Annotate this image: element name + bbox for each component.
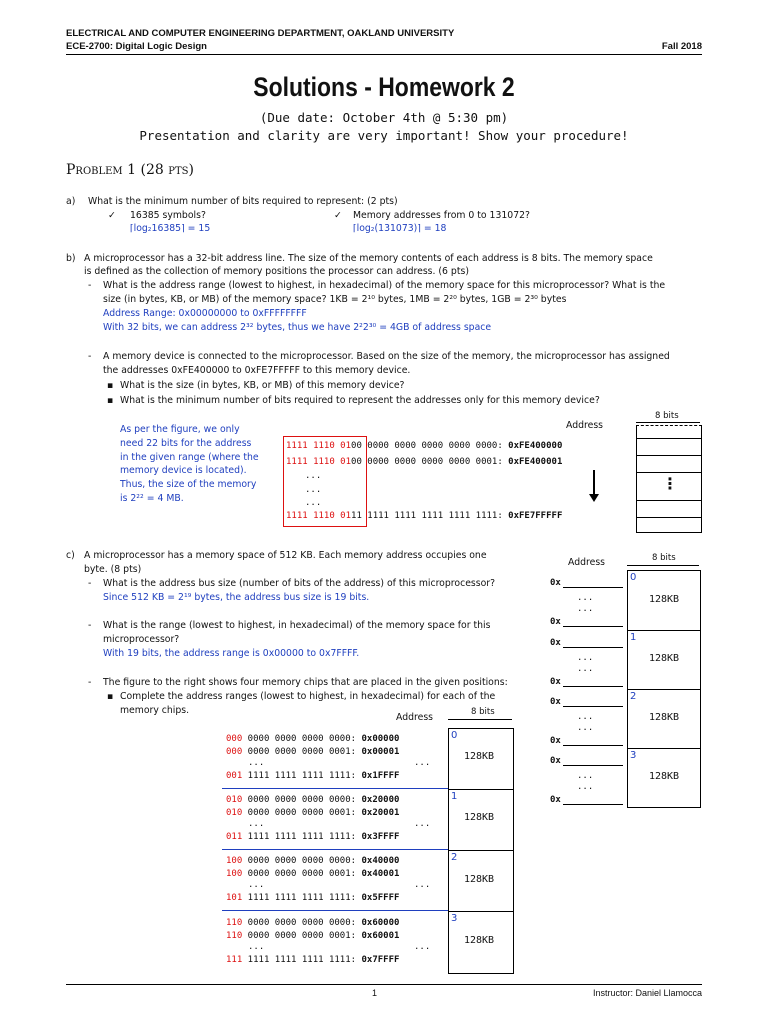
bits-label: 8 bits xyxy=(471,707,495,717)
chip-capacity: 128KB xyxy=(463,812,495,823)
bits-label: 8 bits xyxy=(655,411,679,421)
part-b-sub-2-line-2: the addresses 0xFE400000 to 0xFE7FFFFF to this memory device. xyxy=(103,365,411,376)
explanation-line: As per the figure, we only xyxy=(120,424,240,435)
address-hex: 0xFE400000 xyxy=(508,441,563,451)
part-b-sub-1-line-2: size (in bytes, KB, or MB) of the memory space? 1KB = 2¹⁰ bytes, 1MB = 2²⁰ bytes, 1GB = 2³⁰ bytes xyxy=(103,294,567,305)
binary-row xyxy=(226,794,399,806)
part-c-bullet-line-1: Complete the address ranges (lowest to highest, in hexadecimal) for each of the xyxy=(120,691,496,702)
address-blank-field[interactable] xyxy=(563,647,623,648)
address-prefix: 1111 1110 01 xyxy=(286,441,352,451)
ellipsis: ... xyxy=(414,942,431,952)
address-blank-field[interactable] xyxy=(563,706,623,707)
width-arrow xyxy=(448,719,512,720)
divider xyxy=(637,472,701,473)
binary-row xyxy=(226,733,399,745)
divider xyxy=(637,438,701,439)
ellipsis: ... xyxy=(577,771,594,781)
square-bullet: ▪ xyxy=(107,691,114,702)
address-rest: 0000 0000 0000 0000: xyxy=(242,795,357,805)
bits-label: 8 bits xyxy=(652,553,676,563)
chip-select-bits: 110 xyxy=(226,931,243,941)
address-blank-field[interactable] xyxy=(563,804,623,805)
address-hex: 0x00000 xyxy=(361,734,400,744)
chip-index: 0 xyxy=(630,572,637,583)
chip-capacity: 128KB xyxy=(463,874,495,885)
chip-capacity: 128KB xyxy=(463,935,495,946)
chip-index: 3 xyxy=(630,750,637,761)
chip-select-bits: 101 xyxy=(226,893,243,903)
address-blank-prefix: 0x xyxy=(550,697,561,707)
part-c-answer-2: With 19 bits, the address range is 0x00000 to 0x7FFFF. xyxy=(103,648,360,659)
address-blank-prefix: 0x xyxy=(550,795,561,805)
address-label: Address xyxy=(566,420,604,431)
address-hex: 0xFE7FFFFF xyxy=(508,511,563,521)
part-c-answer-1: Since 512 KB = 2¹⁹ bytes, the address bus size is 19 bits. xyxy=(103,592,370,603)
chip-select-bits: 010 xyxy=(226,808,243,818)
check-icon: ✓ xyxy=(108,210,116,221)
address-hex: 0x40001 xyxy=(361,869,400,879)
square-bullet: ▪ xyxy=(107,380,114,391)
part-b-question-line-2: is defined as the collection of memory positions the processor can address. (6 pts) xyxy=(84,266,469,277)
address-hex: 0x20000 xyxy=(361,795,400,805)
explanation-line: Thus, the size of the memory xyxy=(120,479,257,491)
address-label: Address xyxy=(396,712,434,723)
width-arrow xyxy=(627,565,699,566)
divider xyxy=(628,630,700,631)
divider xyxy=(449,911,513,912)
address-prefix: 1111 1110 01 xyxy=(286,457,352,467)
divider xyxy=(628,748,700,749)
ellipsis: ... xyxy=(248,880,265,890)
binary-row xyxy=(226,831,399,843)
address-rest: 1111 1111 1111 1111: xyxy=(242,893,357,903)
address-label: Address xyxy=(568,557,606,568)
chip-select-bits: 011 xyxy=(226,832,243,842)
ellipsis: ... xyxy=(577,712,594,722)
address-rest: 0000 0000 0000 0001: xyxy=(242,931,357,941)
ellipsis: ... xyxy=(248,758,265,768)
address-hex: 0x5FFFF xyxy=(361,893,400,903)
part-c-sub-3: The figure to the right shows four memory chips that are placed in the given positions: xyxy=(103,677,508,688)
chip-capacity: 128KB xyxy=(648,594,680,605)
address-blank-prefix: 0x xyxy=(550,756,561,766)
header-rule xyxy=(66,54,702,55)
part-a-question: What is the minimum number of bits required to represent: (2 pts) xyxy=(88,196,398,207)
separator xyxy=(222,849,448,850)
due-date: (Due date: October 4th @ 5:30 pm) xyxy=(259,110,509,125)
part-b-sub-1-line-1: What is the address range (lowest to highest, in hexadecimal) of the memory space for this microprocessor? What is the xyxy=(103,280,666,291)
address-prefix: 1111 1110 01 xyxy=(286,511,352,521)
chip-select-bits: 010 xyxy=(226,795,243,805)
address-blank-field[interactable] xyxy=(563,587,623,588)
address-hex: 0x1FFFF xyxy=(361,771,400,781)
part-c-label: c) xyxy=(66,550,75,561)
binary-row xyxy=(226,917,399,929)
footer-rule xyxy=(66,984,702,985)
address-blank-prefix: 0x xyxy=(550,578,561,588)
part-b-sub-2-line-1: A memory device is connected to the microprocessor. Based on the size of the memory, the microprocessor has assigned xyxy=(103,351,670,362)
part-b-answer-size: With 32 bits, we can address 2³² bytes, thus we have 2²2³⁰ = 4GB of address space xyxy=(103,322,492,333)
address-hex: 0x40000 xyxy=(361,856,400,866)
divider xyxy=(637,455,701,456)
address-blank-prefix: 0x xyxy=(550,736,561,746)
ellipsis: ... xyxy=(577,782,594,792)
part-a-label: a) xyxy=(66,196,76,207)
chip-capacity: 128KB xyxy=(648,712,680,723)
address-rest: 1111 1111 1111 1111: xyxy=(242,771,357,781)
address-rest: 00 0000 0000 0000 0000 0000: xyxy=(351,441,503,451)
explanation-line: need 22 bits for the address xyxy=(120,437,252,449)
binary-row xyxy=(286,440,562,452)
chip-select-bits: 100 xyxy=(226,869,243,879)
address-rest: 0000 0000 0000 0000: xyxy=(242,734,357,744)
part-a-item-1: 16385 symbols? xyxy=(130,210,206,221)
address-blank-field[interactable] xyxy=(563,626,623,627)
ellipsis: ... xyxy=(305,485,322,495)
part-a-item-2: Memory addresses from 0 to 131072? xyxy=(353,210,530,221)
binary-row xyxy=(226,892,399,904)
ellipsis: ... xyxy=(577,653,594,663)
ellipsis: ... xyxy=(305,498,322,508)
chip-select-bits: 001 xyxy=(226,771,243,781)
address-blank-prefix: 0x xyxy=(550,677,561,687)
part-c-question-line-1: A microprocessor has a memory space of 512 KB. Each memory address occupies one xyxy=(84,550,487,561)
ellipsis: ... xyxy=(577,604,594,614)
part-c-sub-2-line-1: What is the range (lowest to highest, in hexadecimal) of the memory space for this xyxy=(103,620,491,631)
chip-capacity: 128KB xyxy=(463,751,495,762)
instructor: Instructor: Daniel Llamocca xyxy=(592,988,702,998)
page-number: 1 xyxy=(372,988,378,998)
ellipsis: ... xyxy=(577,723,594,733)
chip-select-bits: 111 xyxy=(226,955,243,965)
divider xyxy=(628,689,700,690)
width-arrow xyxy=(636,422,700,423)
department-header: ELECTRICAL AND COMPUTER ENGINEERING DEPARTMENT, OAKLAND UNIVERSITY xyxy=(66,28,455,39)
divider xyxy=(637,517,701,518)
address-rest: 0000 0000 0000 0001: xyxy=(242,747,357,757)
part-a-answer-2: ⌈log₂(131073)⌉ = 18 xyxy=(353,223,447,234)
address-rest: 0000 0000 0000 0000: xyxy=(242,918,357,928)
ellipsis: ... xyxy=(248,819,265,829)
address-rest: 0000 0000 0000 0001: xyxy=(242,869,357,879)
chip-index: 0 xyxy=(451,730,458,741)
chip-select-bits: 000 xyxy=(226,734,243,744)
binary-row xyxy=(226,770,399,782)
explanation-line: is 2²² = 4 MB. xyxy=(120,492,184,504)
chip-capacity: 128KB xyxy=(648,771,680,782)
square-bullet: ▪ xyxy=(107,395,114,406)
address-hex: 0x60000 xyxy=(361,918,400,928)
chip-index: 2 xyxy=(451,852,458,863)
dash: - xyxy=(88,578,92,589)
address-rest: 11 1111 1111 1111 1111 1111: xyxy=(351,511,503,521)
ellipsis: ... xyxy=(414,880,431,890)
separator xyxy=(222,788,448,789)
ellipsis: ... xyxy=(577,664,594,674)
chip-index: 1 xyxy=(630,632,637,643)
term: Fall 2018 xyxy=(661,41,702,52)
part-b-answer-range: Address Range: 0x00000000 to 0xFFFFFFFF xyxy=(103,308,307,319)
down-arrow-shaft xyxy=(593,470,595,496)
vertical-ellipsis: ⋮ xyxy=(662,474,678,493)
address-blank-prefix: 0x xyxy=(550,617,561,627)
address-hex: 0x3FFFF xyxy=(361,832,400,842)
address-hex: 0x20001 xyxy=(361,808,400,818)
chip-select-bits: 110 xyxy=(226,918,243,928)
address-rest: 1111 1111 1111 1111: xyxy=(242,955,357,965)
part-c-sub-2-line-2: microprocessor? xyxy=(103,634,180,645)
down-arrow-icon xyxy=(589,494,599,502)
address-hex: 0x60001 xyxy=(361,931,400,941)
explanation-line: memory device is located). xyxy=(120,465,247,477)
address-hex: 0x00001 xyxy=(361,747,400,757)
chip-select-bits: 000 xyxy=(226,747,243,757)
chip-index: 1 xyxy=(451,791,458,802)
part-b-bullet-1: What is the size (in bytes, KB, or MB) of this memory device? xyxy=(120,380,405,391)
address-rest: 00 0000 0000 0000 0000 0001: xyxy=(351,457,503,467)
binary-row xyxy=(286,510,562,522)
part-a-answer-1: ⌈log₂16385⌉ = 15 xyxy=(130,223,211,234)
check-icon: ✓ xyxy=(334,210,342,221)
address-blank-prefix: 0x xyxy=(550,638,561,648)
dash: - xyxy=(88,677,92,688)
ellipsis: ... xyxy=(414,758,431,768)
chip-index: 3 xyxy=(451,913,458,924)
dash: - xyxy=(88,280,92,291)
course-name: ECE-2700: Digital Logic Design xyxy=(66,41,207,52)
part-c-bullet-line-2: memory chips. xyxy=(120,705,190,716)
binary-row xyxy=(226,954,399,966)
explanation-line: in the given range (where the xyxy=(120,451,259,463)
part-b-label: b) xyxy=(66,253,76,264)
ellipsis: ... xyxy=(414,819,431,829)
page-title: Solutions - Homework 2 xyxy=(253,72,515,102)
chip-capacity: 128KB xyxy=(648,653,680,664)
separator xyxy=(222,910,448,911)
part-c-sub-1: What is the address bus size (number of bits of the address) of this microprocessor? xyxy=(103,578,496,589)
address-hex: 0xFE400001 xyxy=(508,457,563,467)
binary-row xyxy=(226,855,399,867)
chip-index: 2 xyxy=(630,691,637,702)
address-rest: 0000 0000 0000 0000: xyxy=(242,856,357,866)
address-rest: 0000 0000 0000 0001: xyxy=(242,808,357,818)
address-blank-field[interactable] xyxy=(563,765,623,766)
address-blank-field[interactable] xyxy=(563,745,623,746)
dash: - xyxy=(88,351,92,362)
part-b-bullet-2: What is the minimum number of bits required to represent the addresses only for this memory device? xyxy=(120,395,600,406)
binary-row xyxy=(286,456,562,468)
dash: - xyxy=(88,620,92,631)
part-b-question-line-1: A microprocessor has a 32-bit address line. The size of the memory contents of each address is 8 bits. The memory space xyxy=(84,253,653,264)
part-b-explanation xyxy=(120,423,270,506)
ellipsis: ... xyxy=(305,471,322,481)
chip-select-bits: 100 xyxy=(226,856,243,866)
ellipsis: ... xyxy=(248,942,265,952)
address-rest: 1111 1111 1111 1111: xyxy=(242,832,357,842)
part-c-question-line-2: byte. (8 pts) xyxy=(84,564,142,575)
divider xyxy=(449,850,513,851)
ellipsis: ... xyxy=(577,593,594,603)
address-hex: 0x7FFFF xyxy=(361,955,400,965)
address-blank-field[interactable] xyxy=(563,686,623,687)
divider xyxy=(449,789,513,790)
divider xyxy=(637,500,701,501)
problem-heading: Problem 1 (28 pts) xyxy=(66,162,194,178)
presentation-note: Presentation and clarity are very important! Show your procedure! xyxy=(139,128,629,143)
